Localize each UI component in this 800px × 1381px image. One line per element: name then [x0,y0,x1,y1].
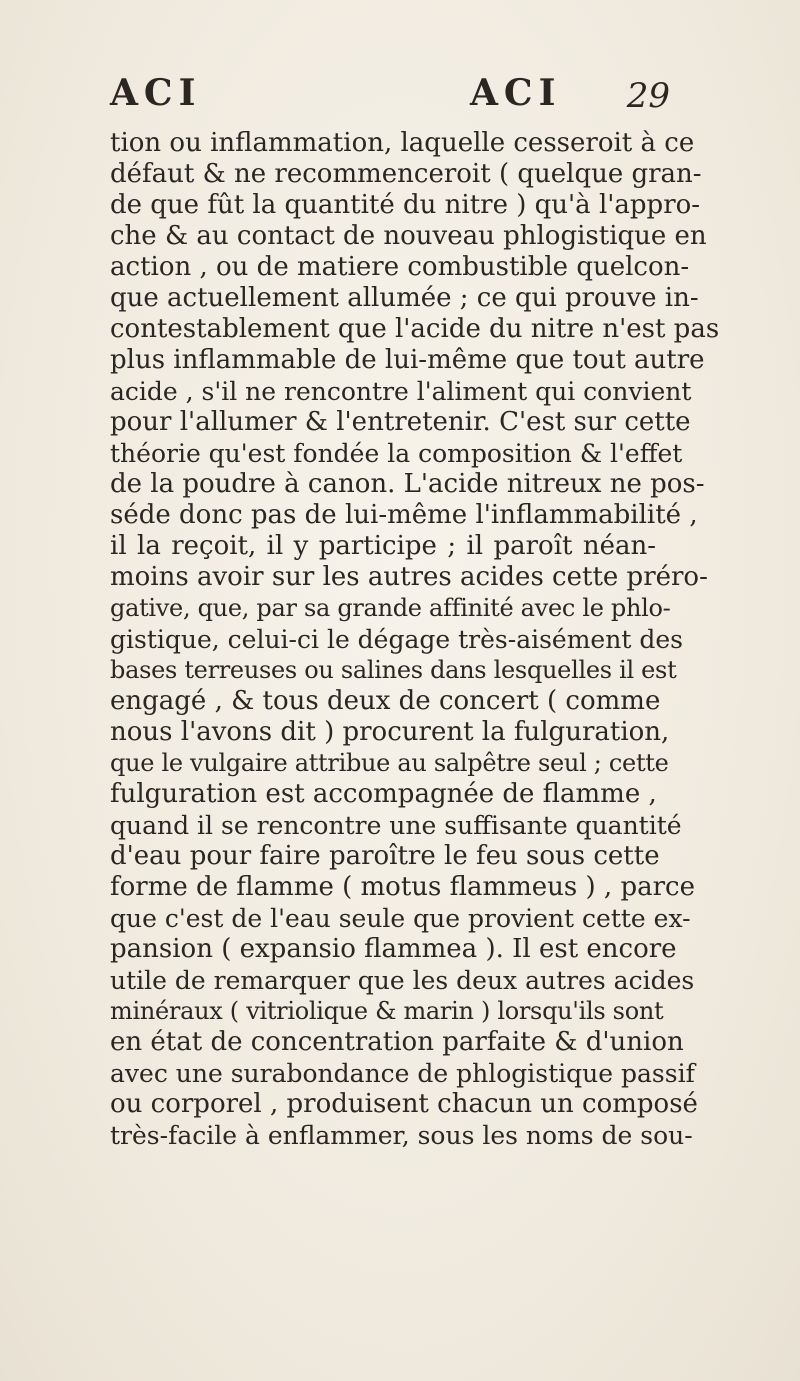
header-right-title: ACI [470,72,562,114]
text-line: contestablement que l'acide du nitre n'est pas [110,314,720,344]
text-line: ou corporel , produisent chacun un composé [110,1089,698,1119]
text-line: de que fût la quantité du nitre ) qu'à l'appro- [110,190,701,220]
text-line: gistique, celui-ci le dégage très-aisément des [110,625,683,654]
text-line: moins avoir sur les autres acides cette préro- [110,562,708,592]
text-line: défaut & ne recommenceroit ( quelque gran- [110,159,702,189]
text-line: forme de flamme ( motus flammeus ) , parce [110,872,695,902]
text-line: il la reçoit, il y participe ; il paroît néan- [110,531,656,561]
page-number: 29 [626,76,670,116]
header-left-title: ACI [110,72,202,114]
text-line: utile de remarquer que les deux autres acides [110,966,695,995]
text-line: fulguration est accompagnée de flamme , [110,779,657,809]
text-line: que c'est de l'eau seule que provient cette ex- [110,904,691,933]
text-line: que actuellement allumée ; ce qui prouve in- [110,283,699,313]
text-line: théorie qu'est fondée la composition & l'effet [110,439,683,468]
text-line: bases terreuses ou salines dans lesquelles il est [110,656,677,684]
body-text [110,128,720,1151]
text-line: action , ou de matiere combustible quelcon- [110,252,690,282]
text-line: minéraux ( vitriolique & marin ) lorsqu'ils sont [110,997,664,1025]
text-line: en état de concentration parfaite & d'union [110,1027,684,1057]
text-line: avec une surabondance de phlogistique passif [110,1059,695,1088]
text-line: tion ou inflammation, laquelle cesseroit à ce [110,128,695,158]
text-line: pour l'allumer & l'entretenir. C'est sur cette [110,407,691,437]
text-line: de la poudre à canon. L'acide nitreux ne pos- [110,469,705,499]
text-line: nous l'avons dit ) procurent la fulguration, [110,717,670,747]
text-line: quand il se rencontre une suffisante quantité [110,811,682,840]
text-line: engagé , & tous deux de concert ( comme [110,686,661,716]
text-line: acide , s'il ne rencontre l'aliment qui convient [110,377,692,406]
text-line: pansion ( expansio flammea ). Il est encore [110,934,677,964]
text-line: séde donc pas de lui-même l'inflammabilité , [110,500,698,530]
text-line: che & au contact de nouveau phlogistique en [110,221,707,251]
text-line: gative, que, par sa grande affinité avec le phlo- [110,594,671,622]
text-line: d'eau pour faire paroître le feu sous cette [110,841,660,871]
running-header [110,72,670,120]
text-line: très-facile à enflammer, sous les noms de sou- [110,1121,693,1150]
text-line: que le vulgaire attribue au salpêtre seul ; cette [110,749,669,777]
text-line: plus inflammable de lui-même que tout autre [110,345,705,375]
